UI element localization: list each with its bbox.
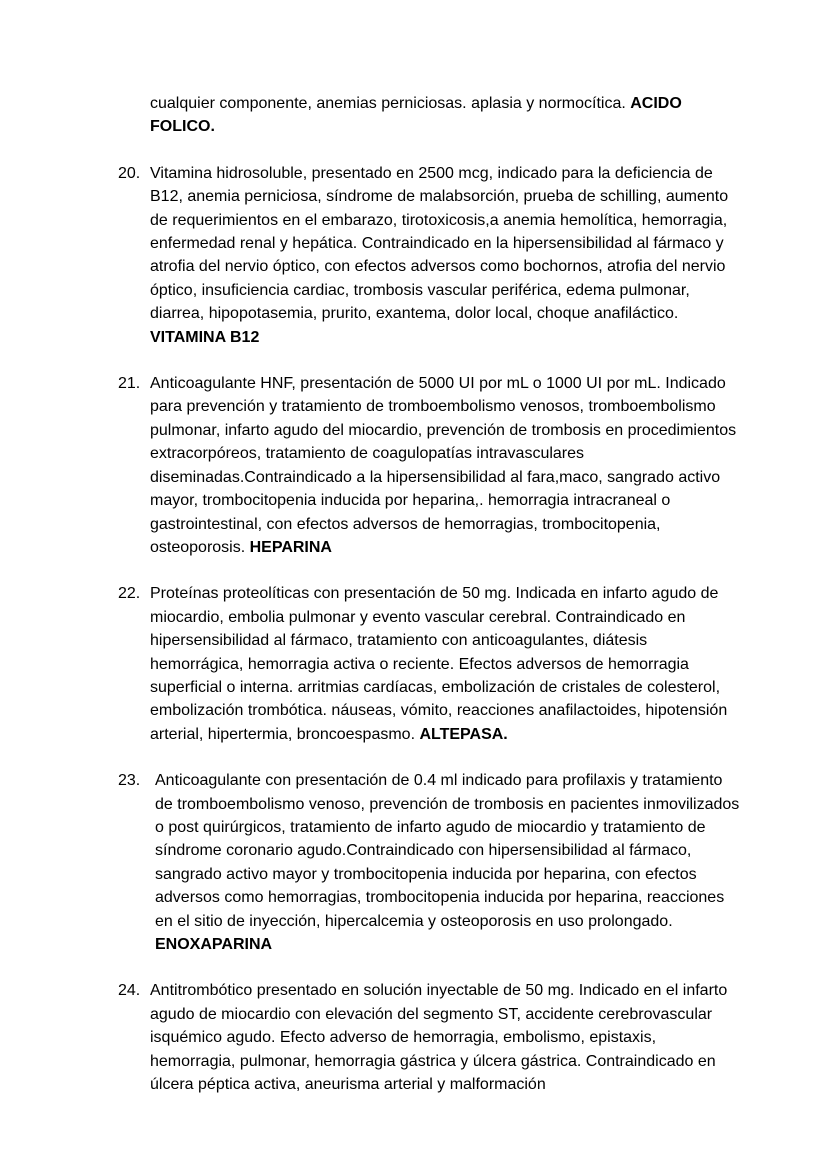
list-item-marker: 23. [118, 772, 141, 790]
continuation-paragraph [150, 92, 743, 139]
list-item-marker: 20. [118, 164, 141, 182]
list-item-text: Vitamina hidrosoluble, presentado en 2500 mcg, indicado para la deficiencia de B12, anemia perniciosa, síndrome de malabsorción, prueba de schilling, aumento de requerimientos en el embarazo, tirotoxicosis,a anemia hemolítica, hemorragia, enfermedad renal y hepática. Contraindicado en la hipersensibilidad al fármaco y atrofia del nervio óptico, con efectos adversos como bochornos, atrofia del nervio óptico, insuficiencia cardiac, trombosis vascular periférica, edema pulmonar, diarrea, hipopotasemia, prurito, exantema, dolor local, choque anafiláctico. [150, 164, 729, 323]
drug-name-heparina: HEPARINA [249, 538, 332, 556]
drug-name-vitamina-b12: VITAMINA B12 [150, 328, 260, 346]
list-item [118, 582, 743, 746]
drug-name-altepasa: ALTEPASA. [419, 725, 508, 743]
list-item-body [155, 769, 743, 956]
list-item-marker: 24. [118, 982, 141, 1000]
list-item-body [150, 162, 743, 349]
drug-name-enoxaparina: ENOXAPARINA [155, 936, 273, 953]
list-item-text: Anticoagulante HNF, presentación de 5000 UI por mL o 1000 UI por mL. Indicado para prevención y tratamiento de tromboembolismo venosos, tromboembolismo pulmonar, infarto agudo del miocardio, prevención de trombosis en procedimientos extracorpóreos, tratamiento de coagulopatías intravasculares diseminadas.Contraindicado a la hipersensibilidad al fara,maco, sangrado activo mayor, trombocitopenia inducida por heparina,. hemorragia intracraneal o gastrointestinal, con efectos adversos de hemorragias, trombocitopenia, osteoporosis. [150, 375, 737, 556]
list-item-body [150, 372, 743, 559]
list-item-text: Proteínas proteolíticas con presentación de 50 mg. Indicada en infarto agudo de miocardio, embolia pulmonar y evento vascular cerebral. Contraindicado en hipersensibilidad al fármaco, tratamiento con anticoagulantes, diátesis hemorrágica, hemorragia activa o reciente. Efectos adversos de hemorragia superficial o interna. arritmias cardíacas, embolización de cristales de colesterol, embolización trombótica. náuseas, vómito, reacciones anafilactoides, hipotensión arterial, hipertermia, broncoespasmo. [150, 585, 728, 743]
document-text-body [118, 92, 743, 1096]
list-item-body [150, 582, 743, 746]
list-item-text: Anticoagulante con presentación de 0.4 ml indicado para profilaxis y tratamiento de tromboembolismo venoso, prevención de trombosis en pacientes inmovilizados o post quirúrgicos, tratamiento de infarto agudo de miocardio y tratamiento de síndrome coronario agudo.Contraindicado con hipersensibilidad al fármaco, sangrado activo mayor y trombocitopenia inducida por heparina, con efectos adversos como hemorragias, trombocitopenia inducida por heparina, reacciones en el sitio de inyección, hipercalcemia y osteoporosis en uso prolongado. [155, 772, 740, 930]
list-item-marker: 21. [118, 375, 141, 393]
numbered-list [118, 162, 743, 1097]
list-item-marker: 22. [118, 585, 141, 603]
list-item-text: Antitrombótico presentado en solución inyectable de 50 mg. Indicado en el infarto agudo de miocardio con elevación del segmento ST, accidente cerebrovascular isquémico agudo. Efecto adverso de hemorragia, embolismo, epistaxis, hemorragia, pulmonar, hemorragia gástrica y úlcera gástrica. Contraindicado en úlcera péptica activa, aneurisma arterial y malformación [150, 982, 728, 1094]
list-item [118, 769, 743, 956]
list-item-body [150, 979, 743, 1096]
list-item [118, 372, 743, 559]
list-item [118, 979, 743, 1096]
continuation-paragraph-text: cualquier componente, anemias perniciosas. aplasia y normocítica. [150, 95, 631, 112]
drug-name-acido-folico: ACIDO FOLICO. [150, 95, 682, 136]
list-item [118, 162, 743, 349]
